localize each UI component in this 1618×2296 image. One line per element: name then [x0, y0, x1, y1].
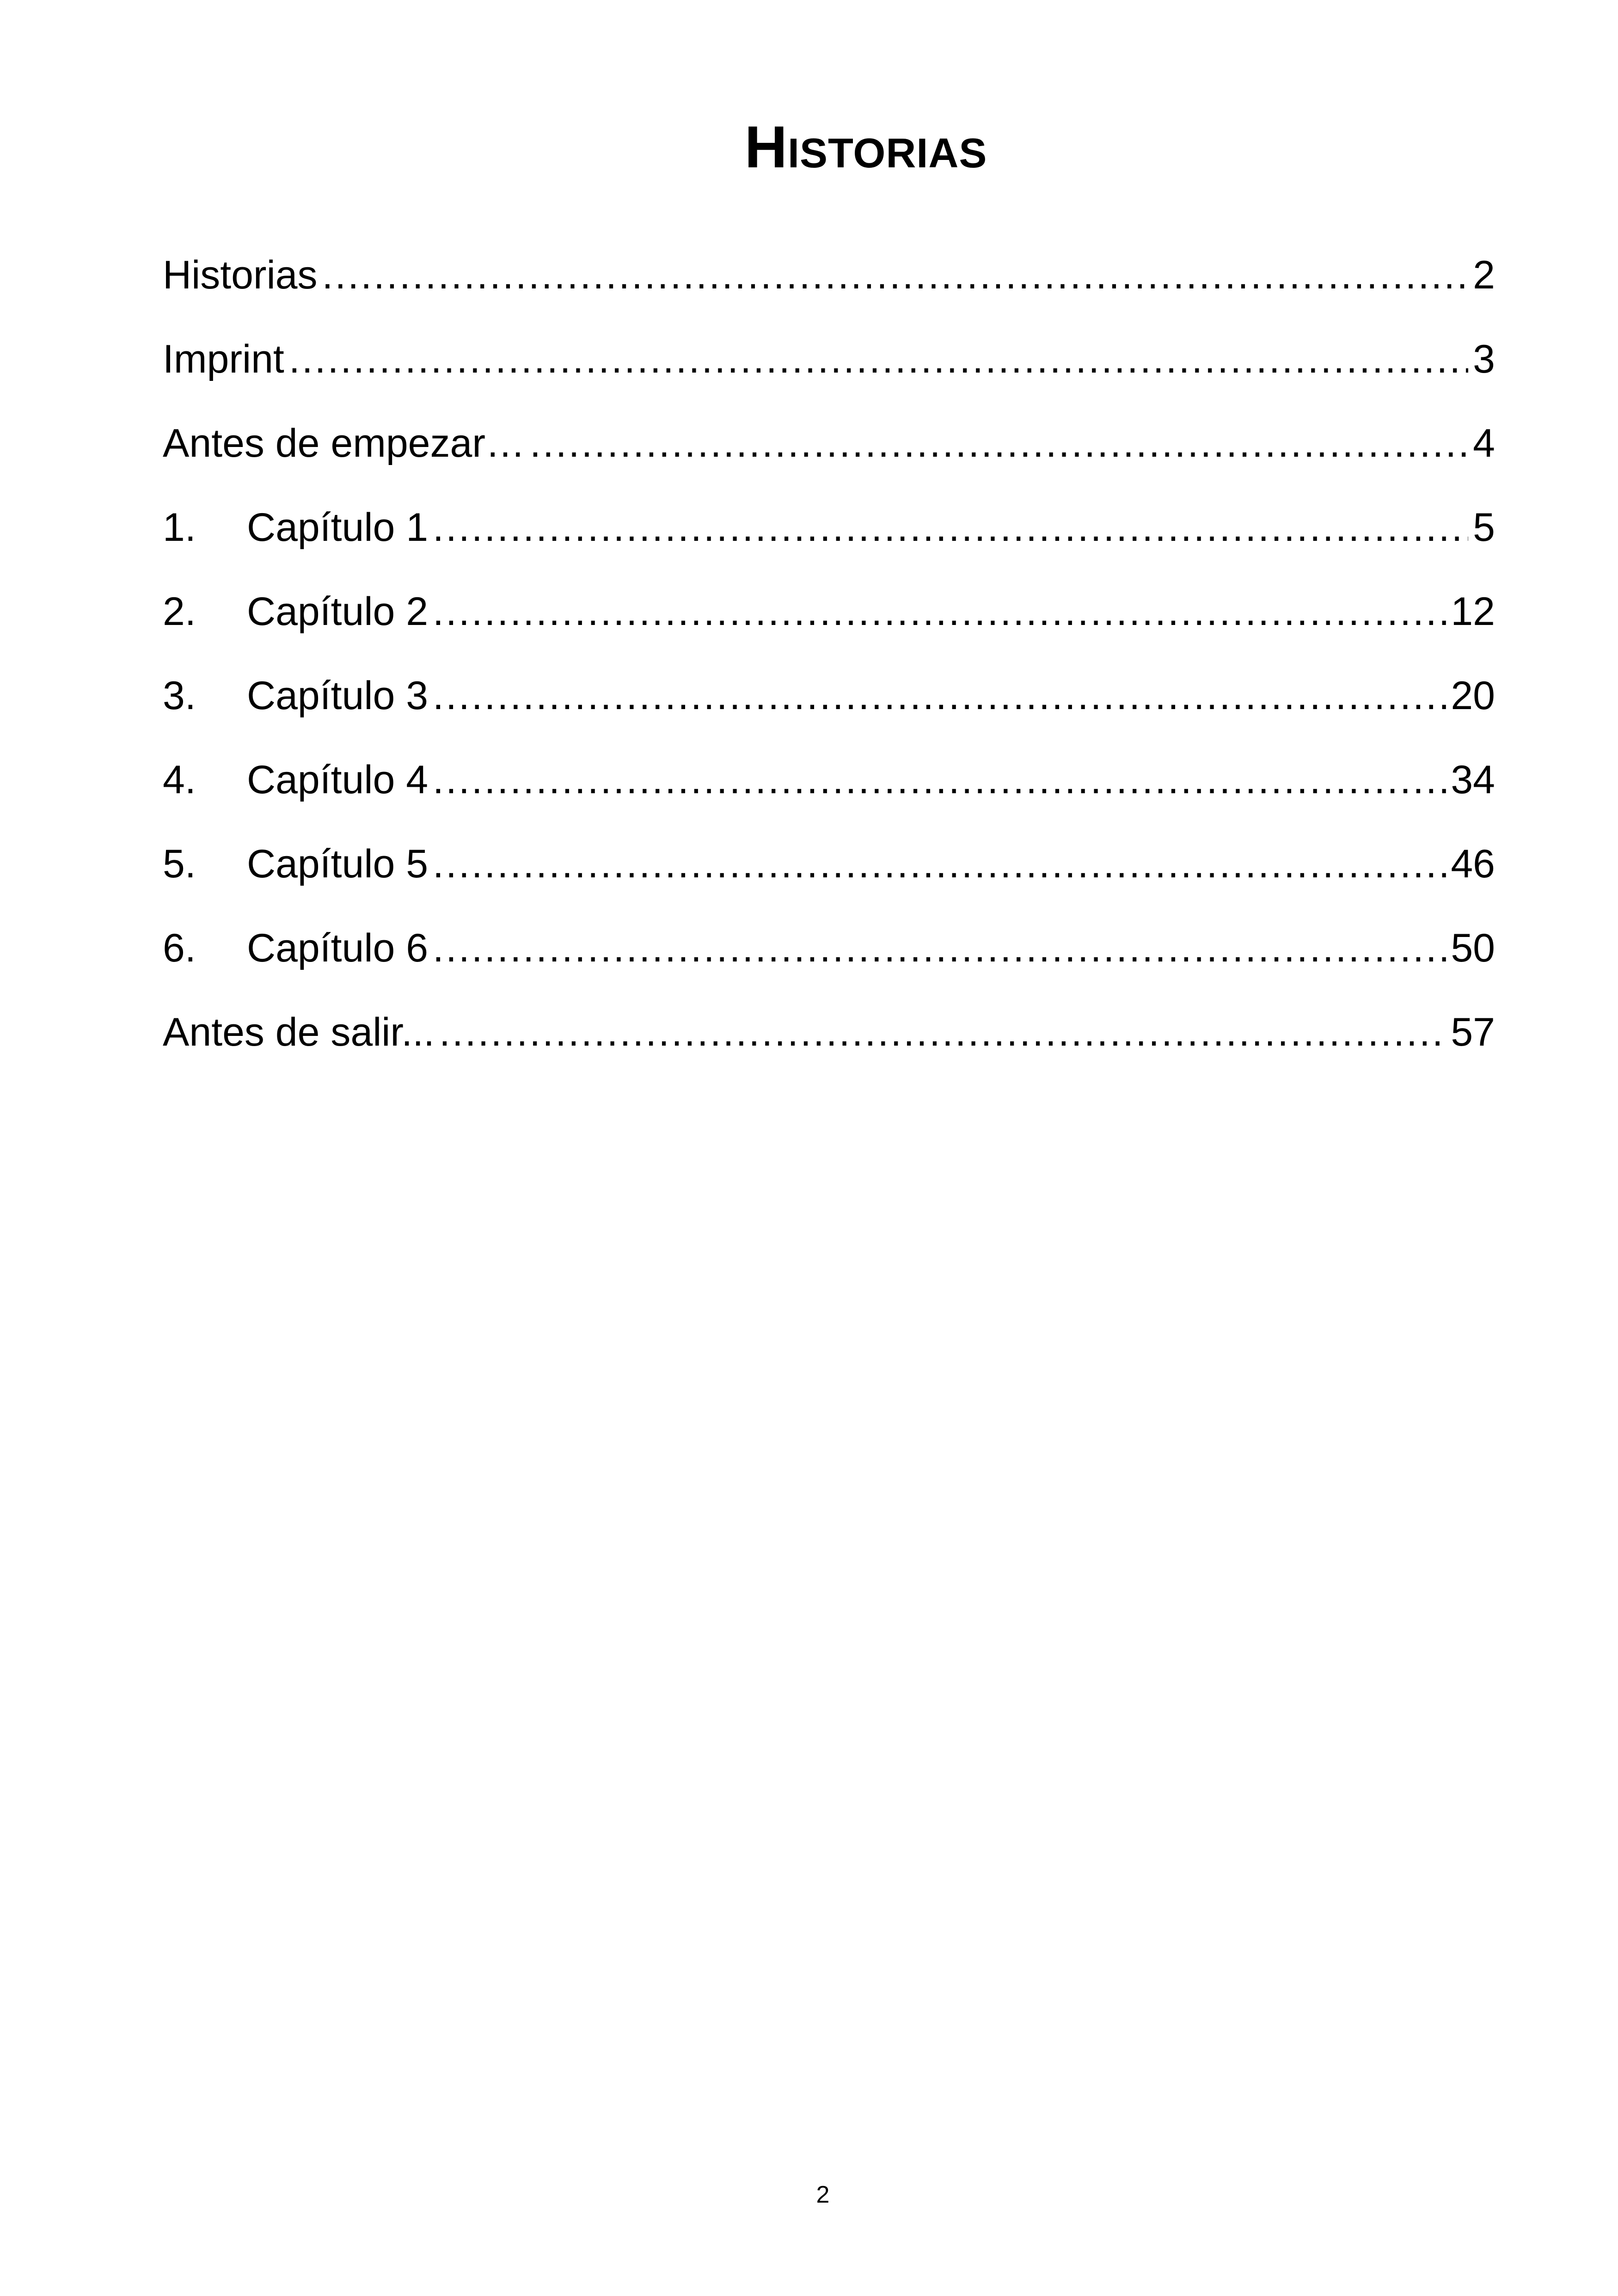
document-title: Historias [744, 114, 987, 180]
toc-entry-historias[interactable] [163, 255, 1495, 339]
toc-entry-label: Capítulo 3 [247, 673, 429, 718]
toc-entry-number: 3. [163, 673, 196, 718]
toc-entry-label: Capítulo 5 [247, 842, 429, 886]
dot-leader [433, 592, 1446, 631]
toc-entry-page: 4 [1473, 421, 1495, 465]
toc-entry-number: 2. [163, 589, 196, 634]
toc-entry-page: 5 [1473, 505, 1495, 550]
toc-entry-number: 1. [163, 505, 196, 550]
toc-entry-page: 2 [1473, 253, 1495, 297]
toc-entry-capitulo-4[interactable] [163, 760, 1495, 844]
toc-entry-number: 4. [163, 758, 196, 802]
dot-leader [433, 676, 1446, 716]
toc-entry-label: Historias [163, 253, 318, 297]
toc-entry-page: 50 [1451, 926, 1495, 970]
dot-leader [439, 1012, 1446, 1052]
toc-entry-label: Capítulo 6 [247, 926, 429, 970]
toc-entry-label: Capítulo 2 [247, 589, 429, 634]
dot-leader [530, 423, 1468, 463]
toc-entry-page: 3 [1473, 337, 1495, 381]
toc-entry-capitulo-6[interactable] [163, 928, 1495, 1012]
dot-leader [433, 760, 1446, 800]
toc-entry-capitulo-2[interactable] [163, 589, 1495, 676]
toc-entry-capitulo-3[interactable] [163, 673, 1495, 760]
toc-entry-page: 57 [1451, 1010, 1495, 1054]
dot-leader [322, 255, 1469, 295]
dot-leader [289, 339, 1468, 379]
toc-entry-capitulo-5[interactable] [163, 844, 1495, 928]
table-of-contents [163, 255, 1495, 1096]
toc-entry-page: 12 [1451, 589, 1495, 634]
toc-entry-label: Imprint [163, 337, 284, 381]
toc-entry-imprint[interactable] [163, 339, 1495, 423]
toc-entry-label: Capítulo 4 [247, 758, 429, 802]
dot-leader [433, 844, 1446, 884]
toc-entry-antes-de-empezar[interactable] [163, 423, 1495, 508]
toc-entry-page: 20 [1451, 673, 1495, 718]
dot-leader [433, 508, 1468, 547]
toc-entry-page: 34 [1451, 758, 1495, 802]
toc-entry-number: 6. [163, 926, 196, 970]
toc-entry-capitulo-1[interactable] [163, 505, 1495, 592]
toc-entry-antes-de-salir[interactable] [163, 1012, 1495, 1096]
dot-leader [433, 928, 1446, 968]
toc-entry-label: Antes de empezar… [163, 421, 525, 465]
page-number: 2 [816, 2181, 830, 2208]
toc-entry-label: Antes de salir... [163, 1010, 435, 1054]
toc-entry-page: 46 [1451, 842, 1495, 886]
toc-entry-label: Capítulo 1 [247, 505, 429, 550]
toc-entry-number: 5. [163, 842, 196, 886]
